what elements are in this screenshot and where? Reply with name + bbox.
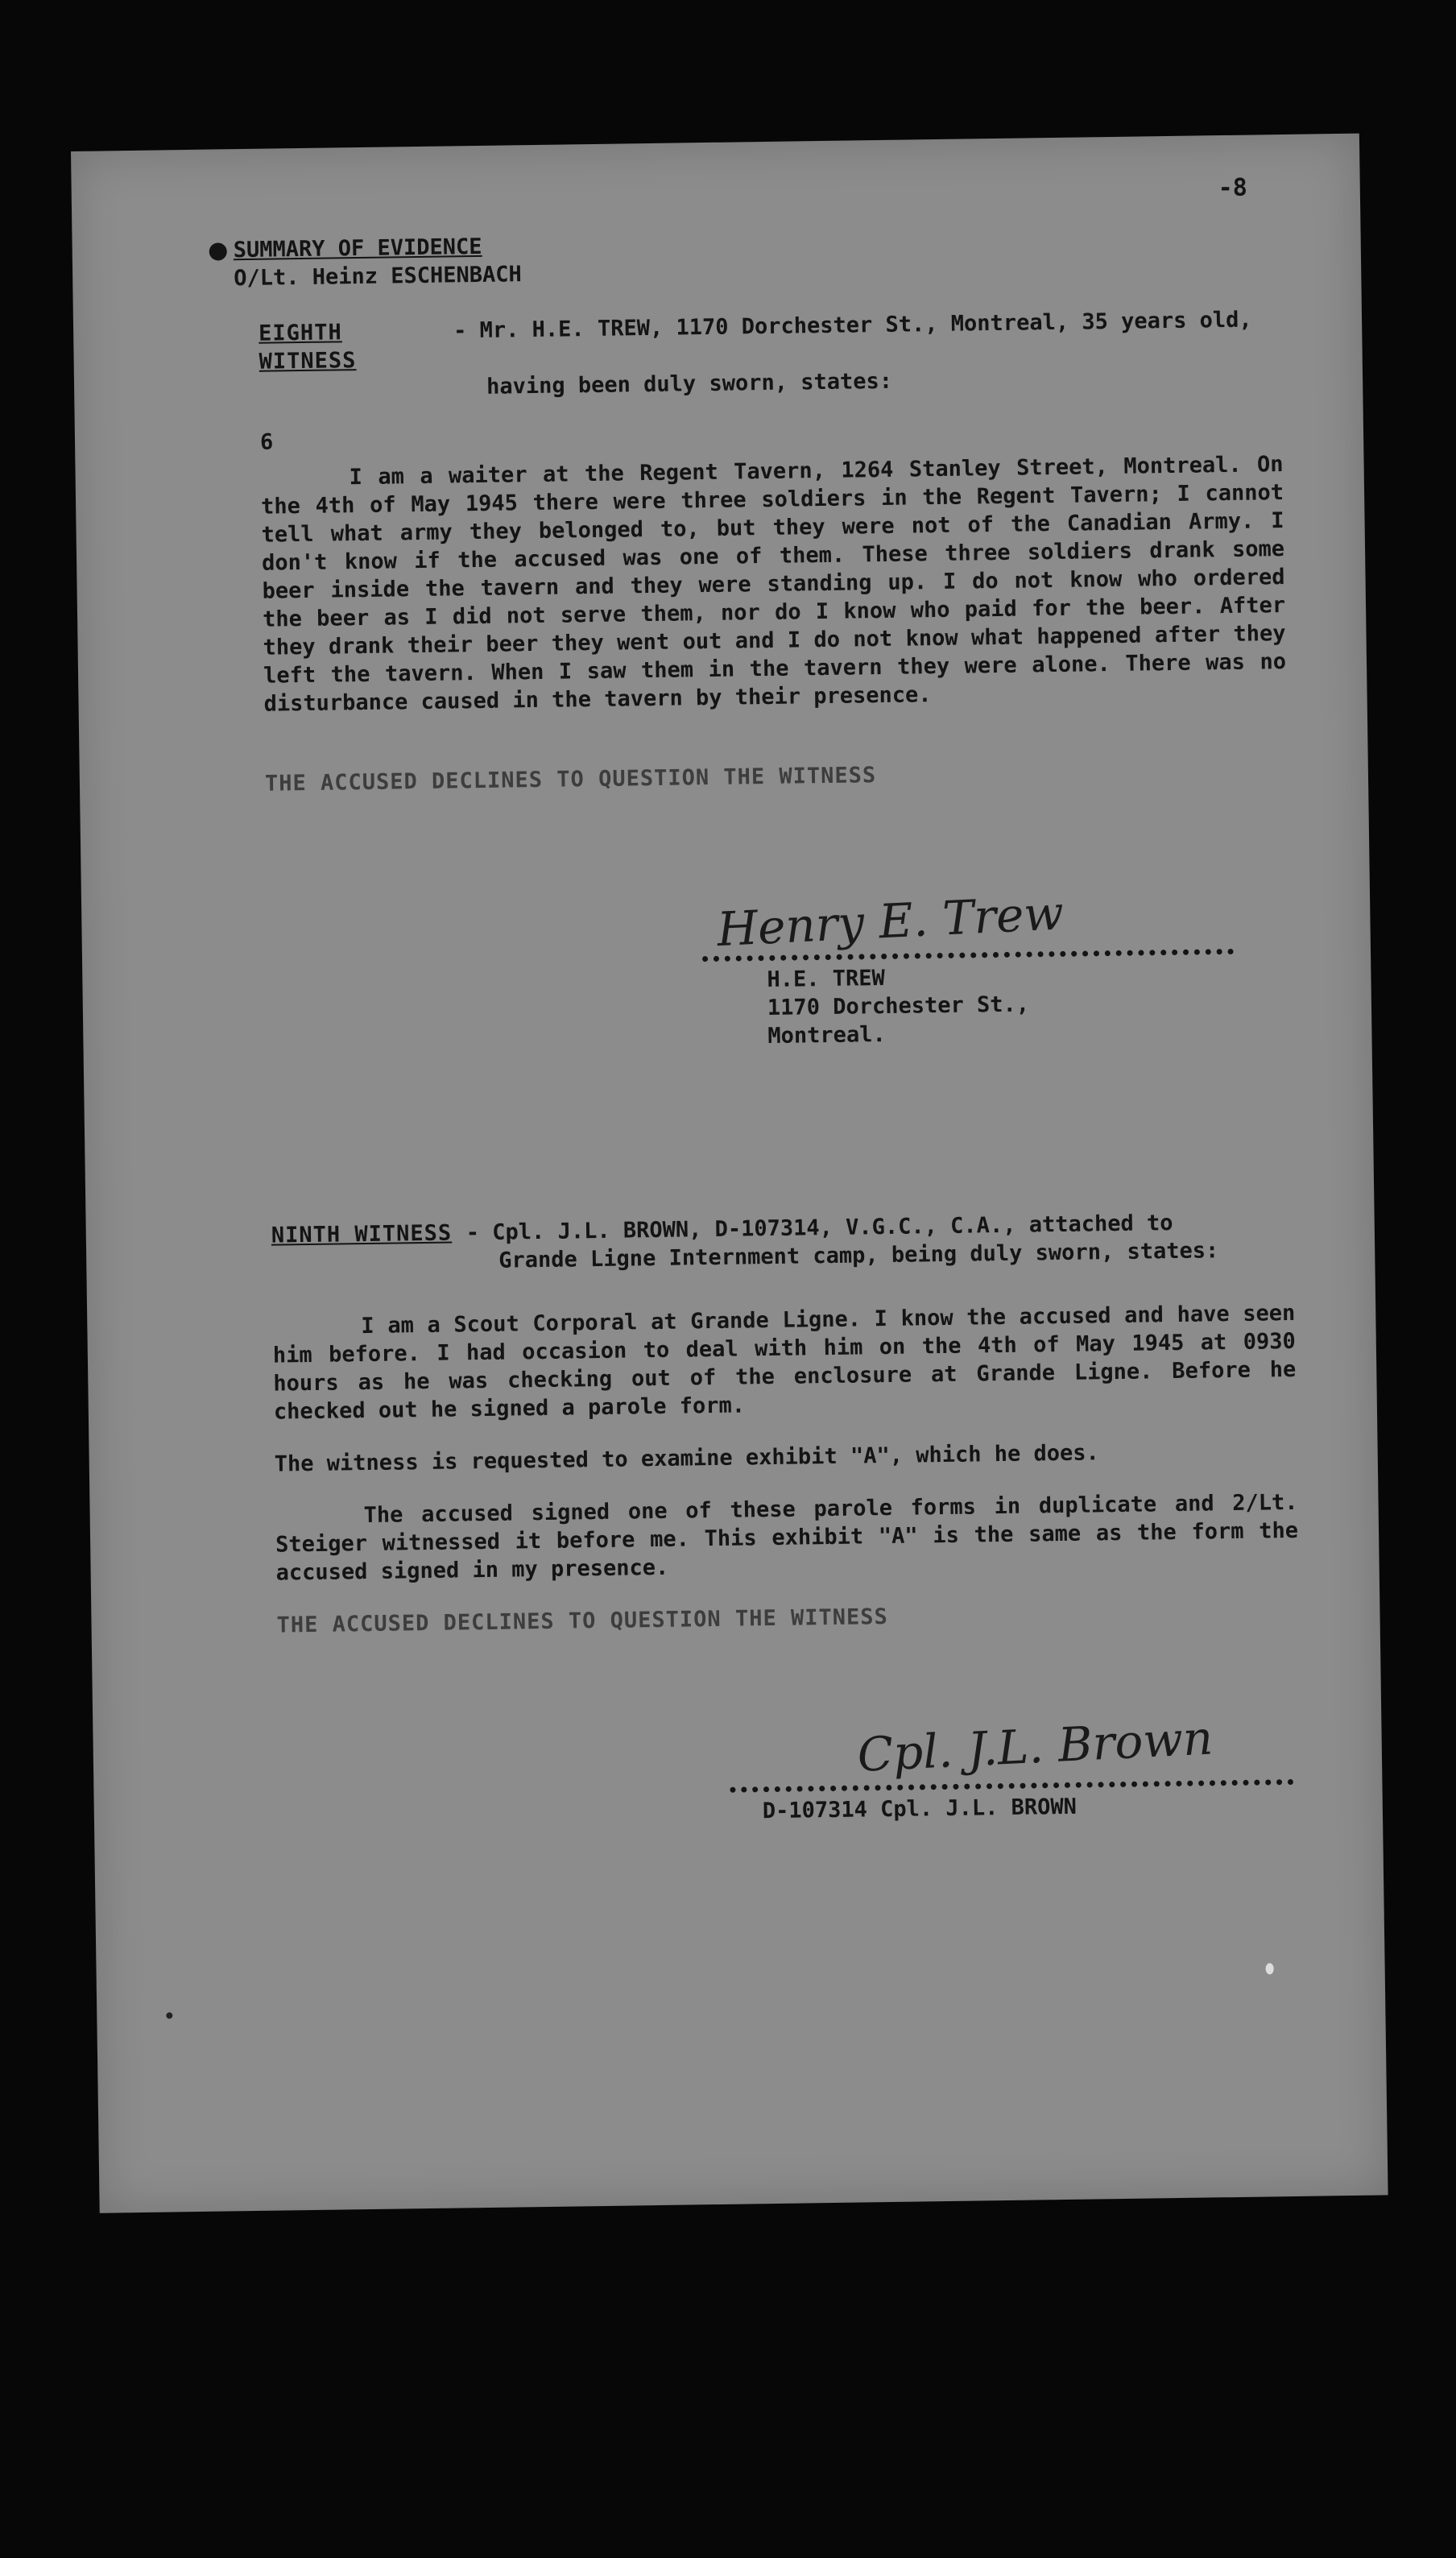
document-subtitle: O/Lt. Heinz ESCHENBACH <box>234 262 523 292</box>
signer-name-brown: D-107314 Cpl. J.L. BROWN <box>762 1794 1078 1824</box>
eighth-witness-heading <box>259 305 1282 404</box>
ninth-witness-intro-line-1: - Cpl. J.L. BROWN, D-107314, V.G.C., C.A., attached to <box>465 1211 1173 1246</box>
handwritten-signature-brown: Cpl. J.L. Brown <box>856 1710 1214 1782</box>
eighth-witness-intro-line-2: having been duly sworn, states: <box>486 368 893 399</box>
ninth-witness-label: NINTH WITNESS <box>271 1220 453 1248</box>
eighth-witness-signature-block <box>701 885 1235 1051</box>
page-number: -8 <box>1218 173 1248 203</box>
ninth-witness-intro-line-2: Grande Ligne Internment camp, being duly sworn, states: <box>498 1238 1219 1273</box>
signer-address-line-2: Montreal. <box>767 1021 886 1049</box>
ninth-witness-section <box>271 1207 1300 1640</box>
paper-speck <box>166 2012 172 2018</box>
ninth-witness-signature-block <box>730 1710 1294 1826</box>
signer-address-line-1: 1170 Dorchester St., <box>767 991 1030 1021</box>
document-page <box>71 134 1388 2213</box>
eighth-witness-statement: I am a waiter at the Regent Tavern, 1264 Stanley Street, Montreal. On the 4th of May 1945 there were three soldiers in the Regent Tavern; I cannot tell what army they belonged to, but they were not of the Canadian Army. I don't know if the accused was one of them. These three soldiers drank some beer inside the tavern and they were standing up. I do not know who ordered the beer as I did not serve them, nor do I know who paid for the beer. After they drank their beer they went out and I do not know what happened after they left the tavern. When I saw them in the tavern they were alone. There was no disturbance caused in the tavern by their presence. <box>260 452 1287 717</box>
signer-name-trew: H.E. TREW <box>767 965 885 993</box>
eighth-witness-section <box>259 305 1288 798</box>
eighth-witness-label: EIGHTH WITNESS <box>258 320 357 375</box>
ninth-witness-statement-2: The accused signed one of these parole forms in duplicate and 2/Lt. Steiger witnessed it before me. This exhibit "A" is the same as the form the accused signed in my presence. <box>275 1489 1299 1586</box>
document-title: SUMMARY OF EVIDENCE <box>233 232 521 264</box>
eighth-witness-accused-note: THE ACCUSED DECLINES TO QUESTION THE WITNESS <box>264 763 877 797</box>
exhibit-note: The witness is requested to examine exhibit "A", which he does. <box>274 1440 1099 1477</box>
handwritten-signature-trew: Henry E. Trew <box>715 885 1065 958</box>
eighth-witness-intro-line-1: - Mr. H.E. TREW, 1170 Dorchester St., Montreal, 35 years old, <box>453 307 1252 344</box>
paper-speck <box>1266 1963 1274 1974</box>
ninth-witness-accused-note: THE ACCUSED DECLINES TO QUESTION THE WITNESS <box>276 1604 888 1638</box>
paragraph-marker: 6 <box>259 429 274 455</box>
document-header <box>233 232 522 292</box>
ninth-witness-statement-1: I am a Scout Corporal at Grande Ligne. I know the accused and have seen him before. I had occasion to deal with him on the 4th of May 1945 at 0930 hours as he was checking out of the enclosure at Grande Ligne. Before he checked out he signed a parole form. <box>272 1300 1297 1425</box>
